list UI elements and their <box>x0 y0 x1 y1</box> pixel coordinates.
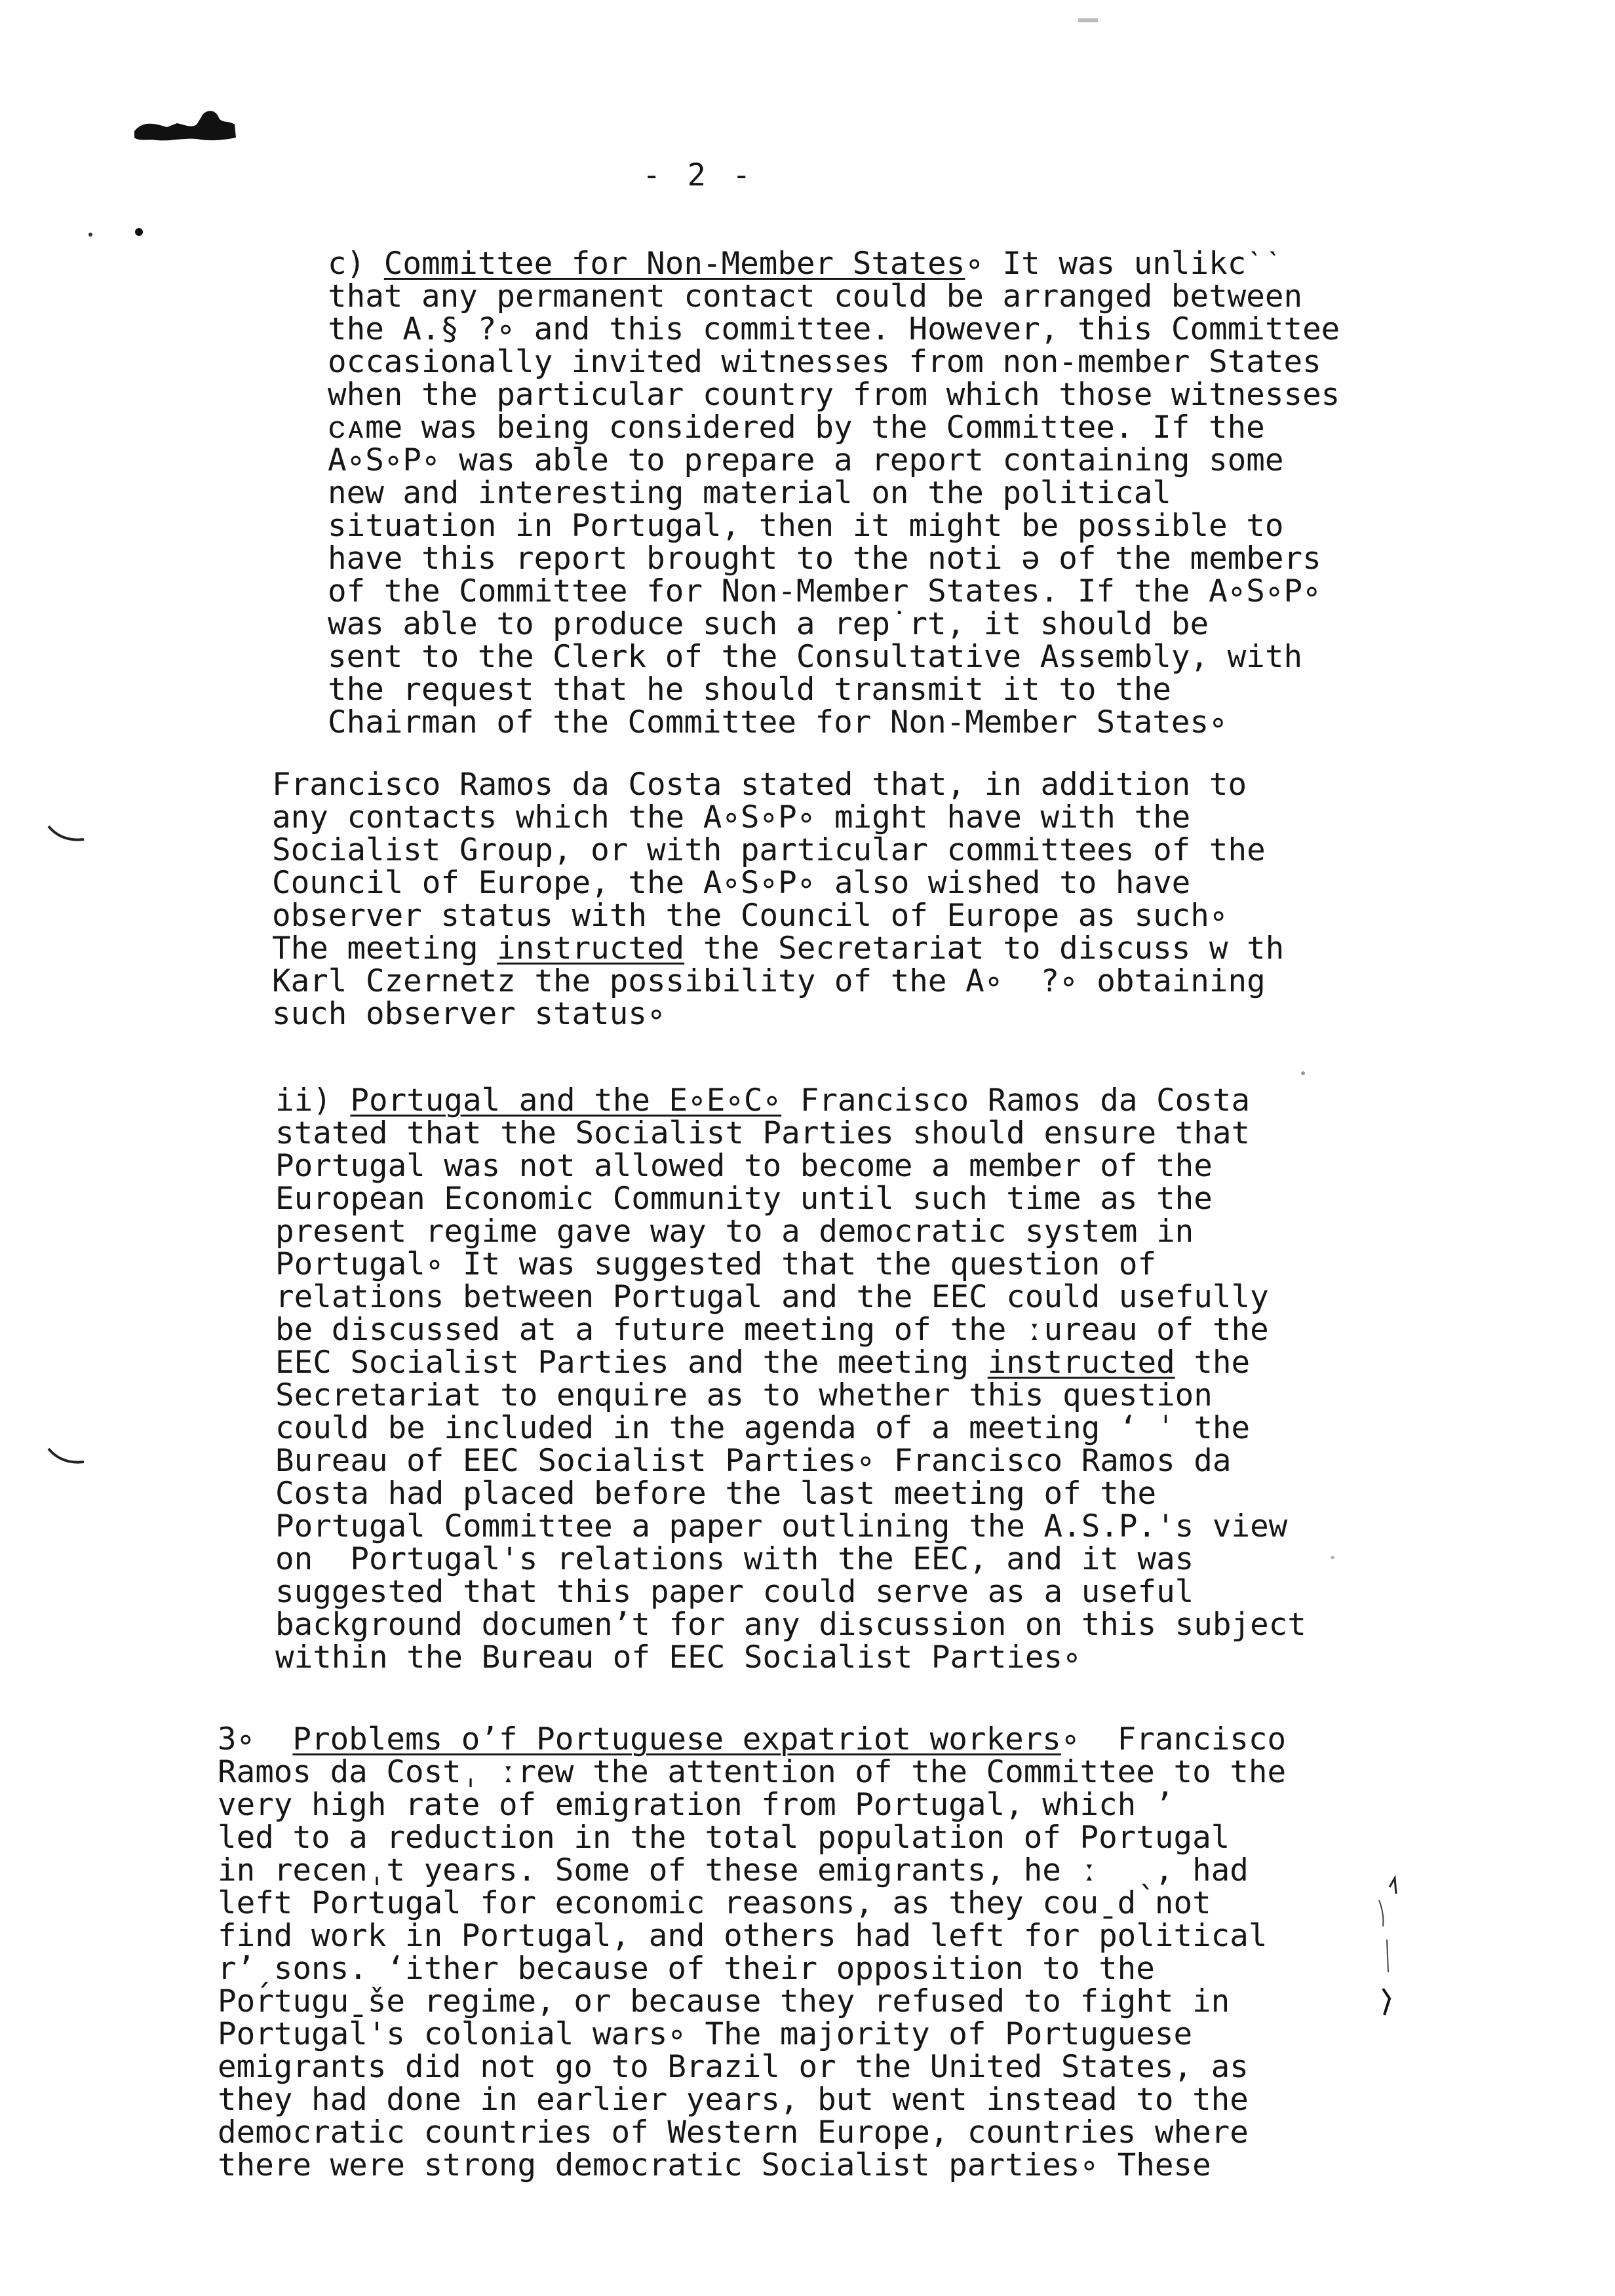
text-line: observer status with the Council of Europe as such∘ <box>272 898 1228 934</box>
text-line: Portuguˍše regime, or because they refused to fight in <box>218 1983 1230 2019</box>
text-line: new and interesting material on the political <box>328 475 1171 511</box>
text-line: Portugal's colonial wars∘ The majority of Portuguese <box>218 2016 1193 2052</box>
text-line: Karl Czernetz the possibility of the A∘ ?∘ obtaining <box>272 963 1266 999</box>
text-line: Costa had placed before the last meeting of the <box>275 1476 1157 1512</box>
text-line: could be included in the agenda of a meeting ʻ ˈ the <box>275 1410 1251 1446</box>
text-line: that any permanent contact could be arranged between <box>328 278 1303 315</box>
scan-dots-mark <box>85 223 157 242</box>
text-line: the request that he should transmit it to the <box>328 672 1171 708</box>
text-line: rʼˏsons. ʻither because of their opposition to the <box>218 1951 1155 1987</box>
text-line <box>272 932 1284 965</box>
line-text: c) <box>328 246 384 282</box>
text-line: find work in Portugal, and others had left for political <box>218 1918 1268 1954</box>
line-text: ∘ Francisco <box>1060 1721 1287 1757</box>
line-text: The meeting <box>272 930 497 966</box>
page-number: - 2 - <box>642 157 755 193</box>
text-line: was able to produce such a rep˙rt, it should be <box>328 606 1209 642</box>
text-line: stated that the Socialist Parties should ensure that <box>275 1115 1251 1151</box>
text-line: emigrants did not go to Brazil or the United States, as <box>218 2049 1249 2085</box>
text-line <box>275 1347 1306 1379</box>
line-text: the <box>1175 1345 1251 1381</box>
section-portugal-and-eec <box>275 1084 1306 1674</box>
scan-speck <box>1331 1556 1334 1559</box>
text-line: present regime gave way to a democratic system in <box>275 1214 1194 1250</box>
text-line: led to a reduction in the total population of Portugal <box>218 1820 1230 1856</box>
section-expatriot-workers <box>218 1723 1286 2182</box>
text-line: sent to the Clerk of the Consultative Assembly, with <box>328 639 1303 675</box>
text-line: Francisco Ramos da Costa stated that, in addition to <box>272 767 1247 803</box>
section-observer-status <box>272 769 1284 1031</box>
text-line: Council of Europe, the A∘S∘P∘ also wished to have <box>272 865 1191 901</box>
line-text: Francisco Ramos da Costa <box>781 1082 1251 1119</box>
text-line: any contacts which the A∘S∘P∘ might have with the <box>272 799 1191 835</box>
text-line: ᴄᴀme was being considered by the Committee. If the <box>328 410 1265 446</box>
text-line: European Economic Community until such time as the <box>275 1181 1213 1217</box>
text-line: be discussed at a future meeting of the ːureau of the <box>275 1312 1269 1348</box>
text-line: there were strong democratic Socialist parties∘ These <box>218 2147 1211 2183</box>
text-line: Portugal Committee a paper outlining the A.S.P.'s view <box>275 1508 1288 1544</box>
text-line: occasionally invited witnesses from non-member States <box>328 344 1321 380</box>
text-line: relations between Portugal and the EEC could usefully <box>275 1279 1269 1315</box>
text-line <box>218 1723 1286 1756</box>
text-line: Bureau of EEC Socialist Parties∘ Francisco Ramos da <box>275 1443 1232 1479</box>
text-line: very high rate of emigration from Portugal, which ʼ <box>218 1787 1174 1823</box>
text-line: Secretariat to enquire as to whether this question <box>275 1377 1213 1413</box>
text-line: the A.§ ?∘ and this committee. However, this Committee <box>328 311 1340 347</box>
scan-dash-mark <box>1078 18 1098 22</box>
text-line: in recenˌt years. Some of these emigrants, he ː ˎ, had <box>218 1852 1249 1888</box>
ink-blot-mark <box>131 105 239 144</box>
text-line: suggested that this paper could serve as a useful <box>275 1574 1194 1610</box>
punch-hole-mark <box>47 822 87 849</box>
text-line: such observer status∘ <box>272 996 666 1032</box>
line-text: ∘ It was unlikсˋˋ <box>965 246 1284 282</box>
text-line: left Portugal for economic reasons, as they couˍd not <box>218 1885 1211 1921</box>
text-line: they had done in earlier years, but went instead to the <box>218 2082 1249 2118</box>
text-line: within the Bureau of EEC Socialist Parties∘ <box>275 1639 1081 1675</box>
underlined-heading: Committee for Non-Member States <box>383 246 965 282</box>
text-line: have this report brought to the noti ə of the members <box>328 541 1321 577</box>
line-text: ii) <box>275 1082 351 1119</box>
text-line <box>328 248 1340 280</box>
line-text: 3∘ <box>218 1721 293 1757</box>
text-line: situation in Portugal, then it might be possible to <box>328 508 1284 544</box>
underlined-heading: Portugal and the E∘E∘C∘ <box>350 1082 782 1119</box>
text-line: democratic countries of Western Europe, countries where <box>218 2114 1249 2151</box>
text-line: of the Committee for Non-Member States. If the A∘S∘P∘ <box>328 573 1321 609</box>
scan-speck <box>1301 1071 1305 1075</box>
text-line: Socialist Group, or with particular committees of the <box>272 832 1266 868</box>
underlined-heading: instructed <box>497 930 685 966</box>
text-line <box>275 1084 1306 1117</box>
margin-pen-mark <box>1370 1874 1409 2025</box>
text-line: background documenʼt for any discussion on this subject <box>275 1607 1306 1643</box>
line-text: the Secretariat to discuss w th <box>684 930 1285 966</box>
section-committee-non-member-states <box>328 248 1340 739</box>
text-line: Portugal was not allowed to become a member of the <box>275 1148 1213 1184</box>
text-line: when the particular country from which those witnesses <box>328 377 1340 413</box>
text-line: Chairman of the Committee for Non-Member States∘ <box>328 704 1228 740</box>
text-line: A∘S∘P∘ was able to prepare a report containing some <box>328 442 1284 478</box>
underlined-heading: instructed <box>987 1345 1175 1381</box>
line-text: EEC Socialist Parties and the meeting <box>275 1345 988 1381</box>
punch-hole-mark <box>47 1445 87 1471</box>
text-line: Portugal∘ It was suggested that the question of <box>275 1246 1157 1282</box>
underlined-heading: Problems oʼf Portuguese expatriot workers <box>292 1721 1061 1757</box>
text-line: on Portugal's relations with the EEC, and it was <box>275 1541 1194 1577</box>
text-line: Ramos da Costˌ ːrew the attention of the Committee to the <box>218 1754 1287 1790</box>
